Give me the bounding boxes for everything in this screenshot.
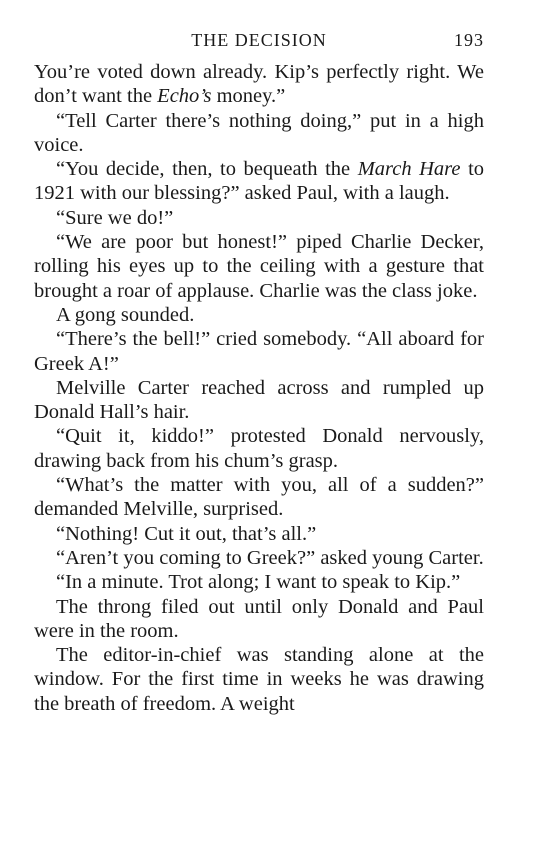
text-run: to 1921 with our blessing?” asked Paul, with a laugh. [34, 158, 485, 205]
paragraph [34, 424, 484, 473]
text-run: A gong sounded. [56, 303, 195, 326]
text-run: “You decide, then, to bequeath the [56, 158, 358, 181]
text-run: “There’s the bell!” cried somebody. “All aboard for Greek A!” [34, 328, 484, 375]
body-text [34, 60, 484, 716]
text-run: The editor-in-chief was standing alone at the window. For the first time in weeks he was drawing the breath of freedom. A weight [34, 644, 484, 715]
text-run: “Quit it, kiddo!” protested Donald nervously, drawing back from his chum’s grasp. [34, 425, 484, 472]
paragraph [34, 157, 484, 206]
text-run: “Tell Carter there’s nothing doing,” put in a high voice. [34, 109, 484, 156]
text-run: You’re voted down already. Kip’s perfectly right. We don’t want the [34, 61, 484, 108]
text-run: Melville Carter reached across and rumpled up Donald Hall’s hair. [34, 376, 484, 424]
text-run: “What’s the matter with you, all of a sudden?” demanded Melville, surprised. [34, 474, 484, 521]
paragraph [34, 473, 484, 522]
paragraph [34, 327, 484, 376]
paragraph [34, 546, 484, 570]
text-run: “Sure we do!” [56, 206, 174, 229]
paragraph [34, 303, 484, 327]
paragraph [34, 643, 484, 716]
text-run: “We are poor but honest!” piped Charlie Decker, rolling his eyes up to the ceiling with a gesture that brought a roar of applause. Charlie was the class joke. [34, 231, 484, 302]
page-number: 193 [454, 30, 484, 50]
paragraph [34, 109, 484, 158]
paragraph [34, 230, 484, 303]
text-run: “Nothing! Cut it out, that’s all.” [56, 522, 317, 545]
paragraph [34, 522, 484, 546]
text-run: “In a minute. Trot along; I want to speak to Kip.” [56, 571, 461, 594]
book-page [34, 30, 484, 716]
text-run: The throng filed out until only Donald and Paul were in the room. [34, 595, 484, 642]
paragraph [34, 376, 484, 425]
paragraph [34, 570, 484, 594]
text-run: “Aren’t you coming to Greek?” asked young Carter. [56, 546, 484, 569]
paragraph [34, 60, 484, 109]
paragraph [34, 595, 484, 644]
text-run: money.” [211, 85, 286, 108]
italic-title: March Hare [357, 158, 461, 181]
running-title: THE DECISION [191, 30, 327, 50]
italic-title: Echo’s [157, 85, 212, 108]
paragraph [34, 206, 484, 230]
running-head [34, 30, 484, 60]
